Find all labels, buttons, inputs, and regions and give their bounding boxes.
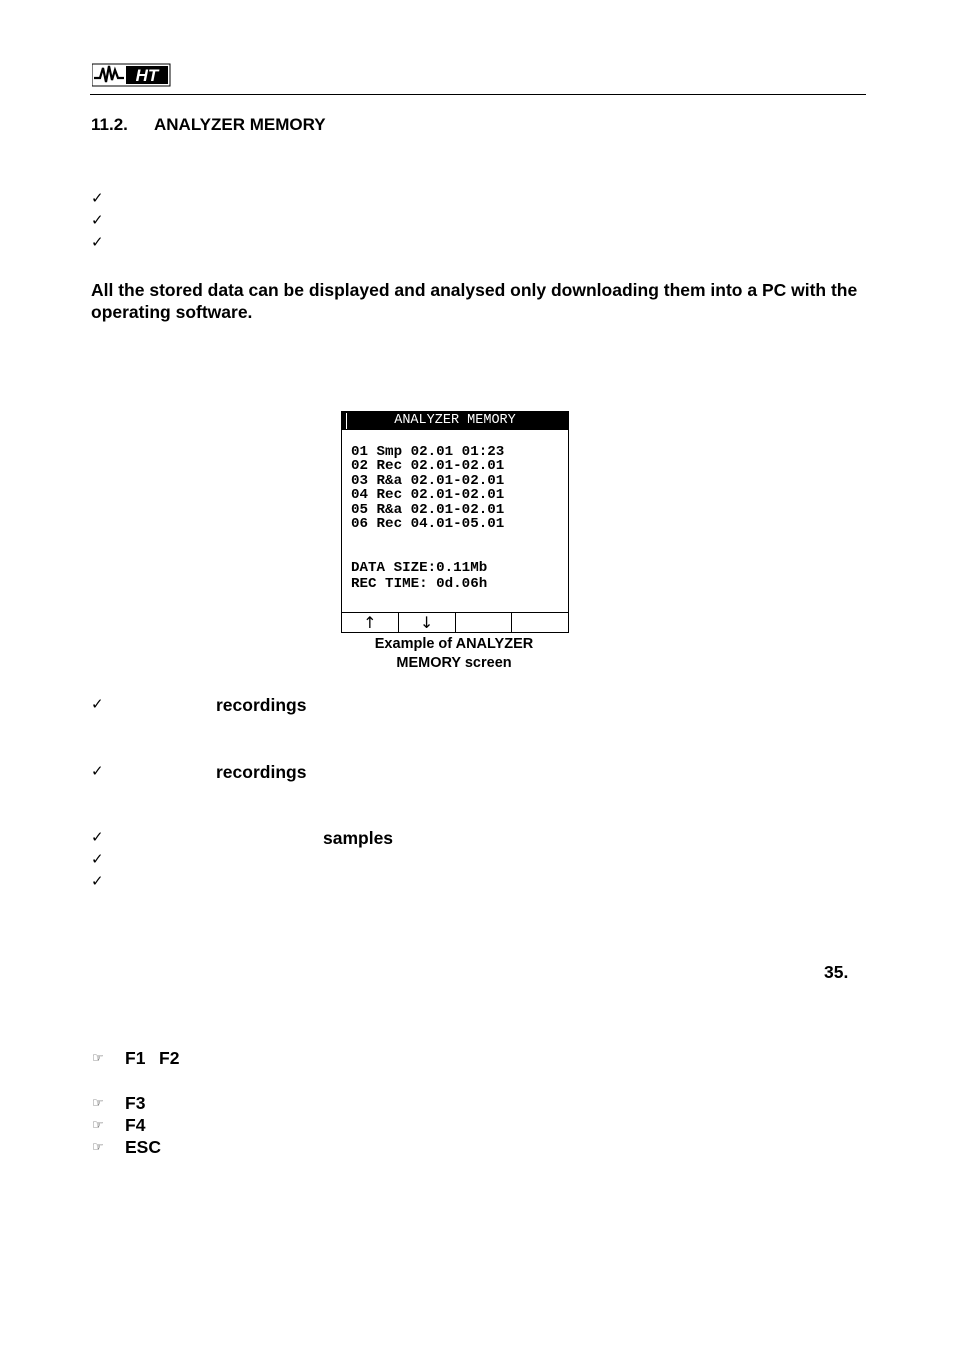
samples-label: samples — [323, 828, 394, 848]
memory-row[interactable]: 03 R&a 02.01-02.01 — [351, 472, 505, 489]
ht-logo — [92, 60, 172, 88]
memory-row[interactable]: 01 Smp 02.01 01:23 — [351, 444, 505, 460]
memory-row[interactable]: 06 Rec 04.01-05.01 — [351, 516, 505, 532]
check-icon: ✓ — [91, 762, 104, 780]
header-rule — [90, 94, 866, 95]
check-icon: ✓ — [91, 233, 104, 251]
softkey-4[interactable] — [512, 613, 568, 633]
recordings-label: recordings — [216, 762, 307, 782]
section-title: ANALYZER MEMORY — [154, 115, 326, 134]
recordings-label: recordings — [216, 695, 307, 715]
analyzer-memory-screen — [341, 411, 569, 633]
pointing-hand-icon: ☞ — [92, 1096, 104, 1111]
check-icon: ✓ — [91, 189, 104, 207]
softkey-3[interactable] — [456, 613, 513, 633]
pointing-hand-icon: ☞ — [92, 1118, 104, 1133]
section-heading — [91, 115, 326, 135]
esc-key-label: ESC — [125, 1137, 161, 1157]
section-number: 11.2. — [91, 115, 128, 134]
memory-row[interactable]: 05 R&a 02.01-02.01 — [351, 501, 505, 518]
pointing-hand-icon: ☞ — [92, 1140, 104, 1155]
softkey-bar — [342, 612, 568, 633]
figure-caption — [341, 635, 567, 673]
page-reference: 35. — [824, 962, 849, 982]
caption-line: Example of ANALYZER — [374, 636, 534, 652]
rec-time-readout: REC TIME: 0d.06h — [351, 576, 488, 592]
check-icon: ✓ — [91, 695, 104, 713]
up-arrow-icon[interactable]: ↑ — [342, 613, 399, 633]
f4-key-label: F4 — [125, 1115, 146, 1135]
screen-title: ANALYZER MEMORY — [342, 412, 568, 430]
caption-line: MEMORY screen — [396, 655, 512, 671]
ht-logo-graphic — [92, 60, 172, 88]
f2-key-label: F2 — [159, 1048, 180, 1068]
pointing-hand-icon: ☞ — [92, 1051, 104, 1066]
f3-key-label: F3 — [125, 1093, 146, 1113]
memory-row[interactable]: 02 Rec 02.01-02.01 — [351, 458, 505, 475]
bold-note: All the stored data can be displayed and analysed only downloading them into a PC with the operating software. — [91, 280, 858, 322]
down-arrow-icon[interactable]: ↓ — [399, 613, 456, 633]
memory-row[interactable]: 04 Rec 02.01-02.01 — [351, 487, 505, 504]
check-icon: ✓ — [91, 211, 104, 229]
check-icon: ✓ — [91, 872, 104, 890]
check-icon: ✓ — [91, 828, 104, 846]
logo-text: HT — [135, 66, 159, 85]
f1-key-label: F1 — [125, 1048, 146, 1068]
data-size-readout: DATA SIZE:0.11Mb — [351, 560, 488, 576]
check-icon: ✓ — [91, 850, 104, 868]
